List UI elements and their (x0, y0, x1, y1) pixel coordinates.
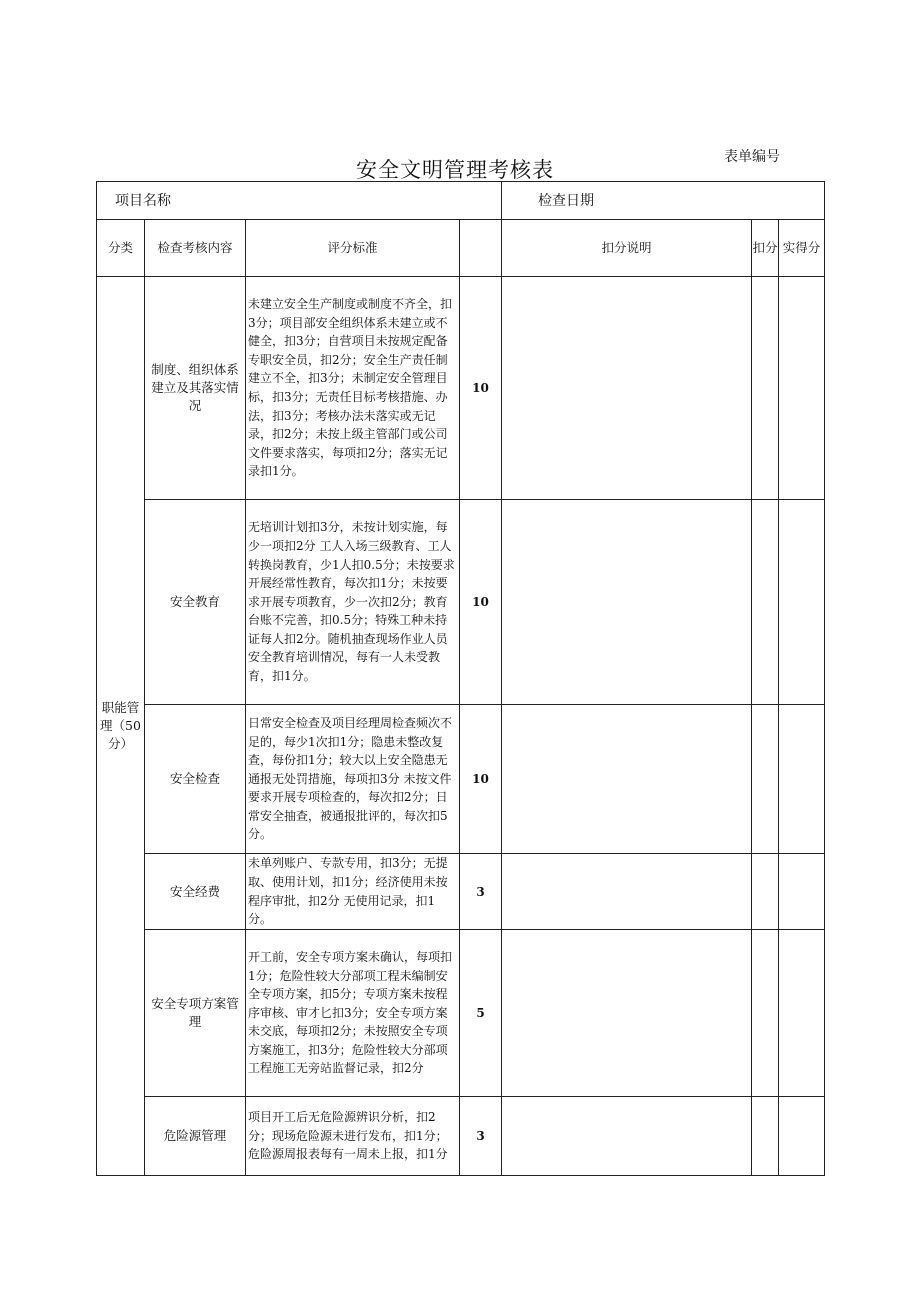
deduction-note-cell[interactable] (502, 930, 752, 1097)
deduct-cell[interactable] (752, 854, 779, 930)
check-item: 安全专项方案管理 (145, 930, 246, 1097)
deduct-cell[interactable] (752, 930, 779, 1097)
table-row (97, 854, 825, 930)
actual-score-cell[interactable] (779, 1097, 825, 1176)
actual-score-cell[interactable] (779, 930, 825, 1097)
deduction-note-cell[interactable] (502, 854, 752, 930)
criteria-text: 未单列账户、专款专用，扣3分；无提取、使用计划，扣1分；经济使用未按程序审批，扣2分 无使用记录，扣1分。 (246, 854, 460, 930)
col-header-actual: 实得分 (779, 220, 825, 277)
check-item: 安全经费 (145, 854, 246, 930)
criteria-text: 开工前，安全专项方案未确认，每项扣1分；危险性较大分部项工程未编制安全专项方案，扣5分；专项方案未按程序审核、审才匕扣3分；安全专项方案未交底，每项扣2分；未按照安全专项方案施工，扣3分；危险性较大分部项工程施工无旁站监督记录，扣2分 (246, 930, 460, 1097)
table-row (97, 1097, 825, 1176)
check-item: 安全教育 (145, 500, 246, 705)
col-header-deduction-note: 扣分说明 (502, 220, 752, 277)
table-row (97, 930, 825, 1097)
col-header-content: 检查考核内容 (145, 220, 246, 277)
deduct-cell[interactable] (752, 705, 779, 854)
criteria-text: 日常安全检查及项目经理周检查频次不足的，每少1次扣1分；隐患未整改复查，每份扣1分；较大以上安全隐患无通报无处罚措施，每项扣3分 未按文件要求开展专项检查的，每次扣2分；日常安全抽查，被通报批评的，每次扣5分。 (246, 705, 460, 854)
score-value: 10 (460, 277, 502, 500)
score-value: 3 (460, 1097, 502, 1176)
deduction-note-cell[interactable] (502, 705, 752, 854)
actual-score-cell[interactable] (779, 277, 825, 500)
page-title: 安全文明管理考核表 (356, 158, 554, 182)
table-row (97, 705, 825, 854)
check-item: 安全检查 (145, 705, 246, 854)
criteria-text: 未建立安全生产制度或制度不齐全，扣3分；项目部安全组织体系未建立或不健全，扣3分；自营项目未按规定配备专职安全员，扣2分；安全生产责任制建立不全，扣3分；未制定安全管理目标，扣3分；无责任目标考核措施、办法，扣3分；考核办法未落实或无记录，扣2分；未按上级主管部门或公司文件要求落实，每项扣2分；落实无记录扣1分。 (246, 277, 460, 500)
score-value: 10 (460, 705, 502, 854)
deduction-note-cell[interactable] (502, 277, 752, 500)
deduct-cell[interactable] (752, 500, 779, 705)
form-number-label: 表单编号 (724, 149, 780, 165)
col-header-criteria: 评分标准 (246, 220, 460, 277)
deduction-note-cell[interactable] (502, 1097, 752, 1176)
table-row (97, 500, 825, 705)
check-item: 制度、组织体系建立及其落实情况 (145, 277, 246, 500)
check-item: 危险源管理 (145, 1097, 246, 1176)
score-value: 10 (460, 500, 502, 705)
table-row (97, 277, 825, 500)
deduction-note-cell[interactable] (502, 500, 752, 705)
category-cell: 职能管理（50分） (97, 277, 145, 1176)
criteria-text: 项目开工后无危险源辨识分析，扣2分；现场危险源未进行发布，扣1分；危险源周报表每有一周未上报，扣1分 (246, 1097, 460, 1176)
actual-score-cell[interactable] (779, 705, 825, 854)
col-header-category: 分类 (97, 220, 145, 277)
score-value: 3 (460, 854, 502, 930)
actual-score-cell[interactable] (779, 854, 825, 930)
col-header-score (460, 220, 502, 277)
assessment-table (96, 181, 825, 1176)
score-value: 5 (460, 930, 502, 1097)
deduct-cell[interactable] (752, 277, 779, 500)
project-name-label: 项目名称 (97, 182, 502, 220)
deduct-cell[interactable] (752, 1097, 779, 1176)
criteria-text: 无培训计划扣3分，未按计划实施，每少一项扣2分 工人入场三级教育、工人转换岗教育，少1人扣0.5分；未按要求开展经常性教育，每次扣1分；未按要求开展专项教育，少一次扣2分；教育台账不完善，扣0.5分；特殊工种未持证每人扣2分。随机抽查现场作业人员安全教育培训情况，每有一人未受教育，扣1分。 (246, 500, 460, 705)
check-date-label: 检查日期 (502, 182, 825, 220)
col-header-deduct: 扣分 (752, 220, 779, 277)
actual-score-cell[interactable] (779, 500, 825, 705)
